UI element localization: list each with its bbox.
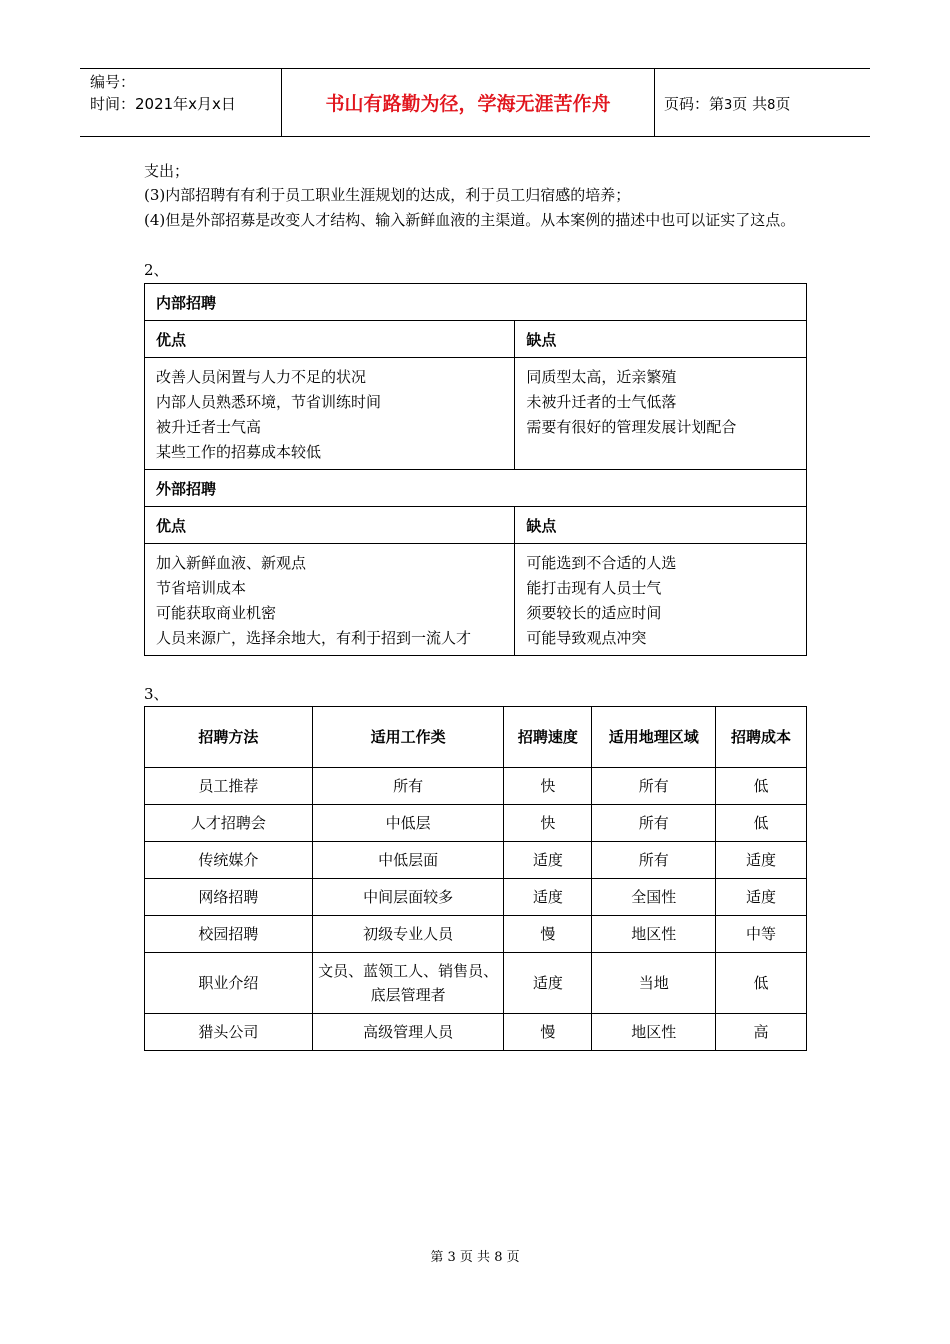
external-pros-label: 优点 bbox=[145, 507, 515, 544]
table-cell: 文员、蓝领工人、销售员、底层管理者 bbox=[312, 953, 504, 1014]
header-meta bbox=[90, 71, 236, 115]
column-header: 适用地理区域 bbox=[592, 707, 716, 768]
table-cell: 校园招聘 bbox=[145, 916, 313, 953]
list-item: 可能获取商业机密 bbox=[156, 604, 277, 622]
table-cell: 慢 bbox=[504, 916, 592, 953]
table-cell: 中等 bbox=[716, 916, 807, 953]
table-cell: 快 bbox=[504, 805, 592, 842]
page-total: 8 bbox=[767, 98, 776, 113]
table-cell: 适度 bbox=[504, 842, 592, 879]
table-cell: 快 bbox=[504, 768, 592, 805]
list-item: 需要有很好的管理发展计划配合 bbox=[526, 418, 737, 436]
section-number: 2、 bbox=[144, 261, 169, 279]
table-row bbox=[145, 953, 807, 1014]
time-label: 时间：2021年x月x日 bbox=[90, 95, 236, 113]
list-item: 某些工作的招募成本较低 bbox=[156, 443, 322, 461]
page-prefix: 页码：第 bbox=[664, 95, 725, 113]
page-current: 3 bbox=[724, 98, 733, 113]
list-item: 被升迁者士气高 bbox=[156, 418, 262, 436]
table-row bbox=[145, 879, 807, 916]
page-mid: 页 共 bbox=[732, 95, 768, 113]
external-title: 外部招聘 bbox=[145, 470, 807, 507]
table-cell: 地区性 bbox=[592, 916, 716, 953]
column-header: 招聘方法 bbox=[145, 707, 313, 768]
table-cell: 初级专业人员 bbox=[312, 916, 504, 953]
table-cell: 适度 bbox=[716, 879, 807, 916]
list-item: 内部人员熟悉环境，节省训练时间 bbox=[156, 393, 382, 411]
list-item: 可能选到不合适的人选 bbox=[526, 554, 677, 572]
internal-title: 内部招聘 bbox=[145, 284, 807, 321]
page-footer bbox=[0, 1246, 950, 1265]
list-item: 同质型太高，近亲繁殖 bbox=[526, 368, 677, 386]
table-cell: 中间层面较多 bbox=[312, 879, 504, 916]
page-header bbox=[80, 68, 870, 137]
table-row bbox=[145, 768, 807, 805]
internal-pros-list bbox=[145, 358, 515, 470]
list-item: 人员来源广，选择余地大，有利于招到一流人才 bbox=[156, 629, 472, 647]
recruitment-methods-table bbox=[144, 706, 807, 1051]
table-row bbox=[145, 842, 807, 879]
table-cell: 低 bbox=[716, 805, 807, 842]
table-cell: 高级管理人员 bbox=[312, 1014, 504, 1051]
section-number: 3、 bbox=[144, 685, 169, 703]
column-header: 招聘速度 bbox=[504, 707, 592, 768]
table-cell: 地区性 bbox=[592, 1014, 716, 1051]
table-cell: 慢 bbox=[504, 1014, 592, 1051]
list-item: 节省培训成本 bbox=[156, 579, 247, 597]
recruitment-comparison-table bbox=[144, 283, 807, 656]
page-suffix: 页 bbox=[775, 95, 791, 113]
table-cell: 猎头公司 bbox=[145, 1014, 313, 1051]
paragraph: 支出； bbox=[144, 162, 190, 180]
table-cell: 当地 bbox=[592, 953, 716, 1014]
header-divider bbox=[654, 69, 655, 136]
table-cell: 适度 bbox=[504, 879, 592, 916]
table-cell: 人才招聘会 bbox=[145, 805, 313, 842]
table-row bbox=[145, 1014, 807, 1051]
footer-total: 8 bbox=[494, 1250, 503, 1265]
table-cell: 传统媒介 bbox=[145, 842, 313, 879]
table-cell: 所有 bbox=[592, 768, 716, 805]
table-cell: 适度 bbox=[716, 842, 807, 879]
external-cons-list bbox=[515, 544, 807, 656]
footer-mid: 页 共 bbox=[459, 1250, 491, 1265]
internal-cons-label: 缺点 bbox=[515, 321, 807, 358]
column-header: 招聘成本 bbox=[716, 707, 807, 768]
table-cell: 员工推荐 bbox=[145, 768, 313, 805]
list-item: 未被升迁者的士气低落 bbox=[526, 393, 677, 411]
list-item: 能打击现有人员士气 bbox=[526, 579, 662, 597]
list-item: 加入新鲜血液、新观点 bbox=[156, 554, 307, 572]
paragraph: (3)内部招聘有有利于员工职业生涯规划的达成，利于员工归宿感的培养； bbox=[144, 186, 631, 204]
table-cell: 全国性 bbox=[592, 879, 716, 916]
footer-prefix: 第 bbox=[430, 1250, 444, 1265]
table-row bbox=[145, 805, 807, 842]
table-cell: 中低层 bbox=[312, 805, 504, 842]
column-header: 适用工作类 bbox=[312, 707, 504, 768]
list-item: 改善人员闲置与人力不足的状况 bbox=[156, 368, 367, 386]
header-page-info bbox=[664, 93, 790, 114]
footer-suffix: 页 bbox=[506, 1250, 520, 1265]
header-motto: 书山有路勤为径，学海无涯苦作舟 bbox=[325, 93, 611, 115]
external-pros-list bbox=[145, 544, 515, 656]
table-cell: 所有 bbox=[592, 805, 716, 842]
footer-current: 3 bbox=[447, 1250, 456, 1265]
table-cell: 低 bbox=[716, 953, 807, 1014]
internal-cons-list bbox=[515, 358, 807, 470]
table-cell: 职业介绍 bbox=[145, 953, 313, 1014]
internal-pros-label: 优点 bbox=[145, 321, 515, 358]
number-label: 编号： bbox=[90, 73, 136, 91]
list-item: 须要较长的适应时间 bbox=[526, 604, 662, 622]
table-row bbox=[145, 916, 807, 953]
table-cell: 所有 bbox=[312, 768, 504, 805]
table-cell: 适度 bbox=[504, 953, 592, 1014]
paragraph: (4)但是外部招募是改变人才结构、输入新鲜血液的主渠道。从本案例的描述中也可以证实了这点。 bbox=[144, 211, 796, 229]
table-cell: 中低层面 bbox=[312, 842, 504, 879]
table-cell: 网络招聘 bbox=[145, 879, 313, 916]
table-cell: 低 bbox=[716, 768, 807, 805]
external-cons-label: 缺点 bbox=[515, 507, 807, 544]
table-cell: 所有 bbox=[592, 842, 716, 879]
table-cell: 高 bbox=[716, 1014, 807, 1051]
list-item: 可能导致观点冲突 bbox=[526, 629, 647, 647]
